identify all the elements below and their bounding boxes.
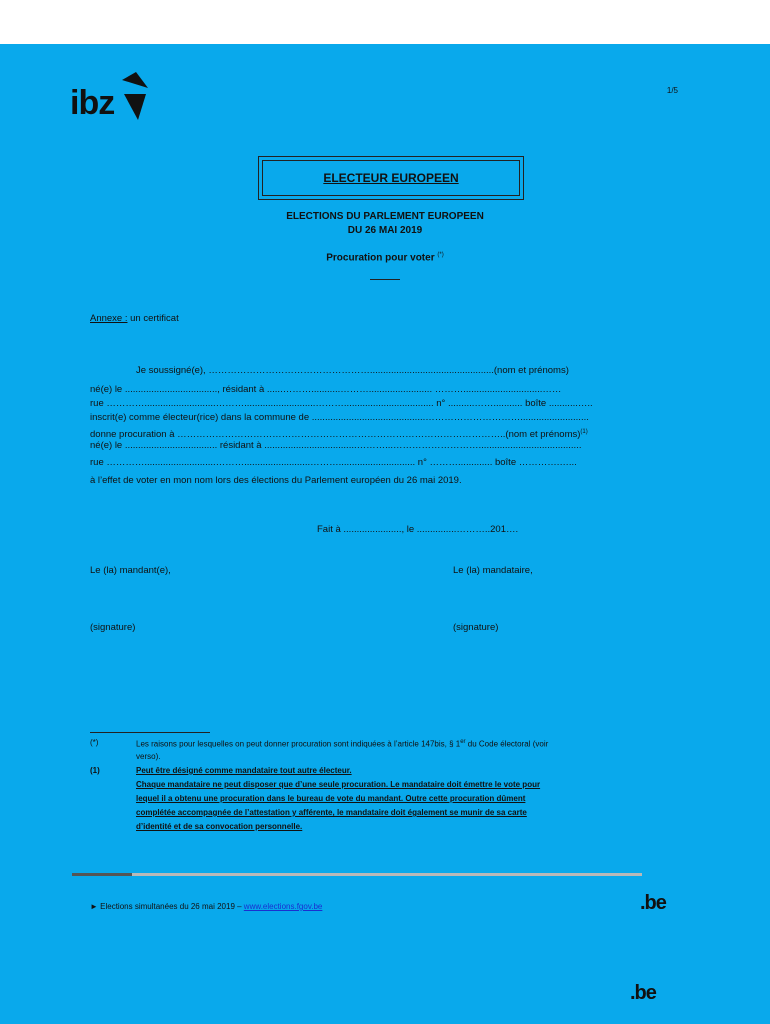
annexe-line	[90, 312, 179, 327]
footer-divider-accent	[72, 873, 132, 876]
footnote-one-line-3: lequel il a obtenu une procuration dans le bureau de vote du mandant. Outre cette procuration dûment	[136, 794, 526, 803]
footnote-one-line-4: complétée accompagnée de l’attestation y afférente, le mandataire doit également se munir de sa carte	[136, 808, 527, 817]
footer-line	[90, 902, 322, 911]
subtitle-line-2: DU 26 MAI 2019	[347, 225, 423, 236]
form-line-2: né(e) le ..................................., résidant à ......………...........………........................ ………..............................……	[90, 384, 562, 395]
footer-elections-link[interactable]: www.elections.fgov.be	[243, 902, 323, 911]
document-title: ELECTEUR EUROPEEN	[262, 160, 520, 196]
mandataire-signature-label: (signature)	[453, 622, 499, 633]
heading-rule	[370, 279, 400, 280]
be-logo: .be	[640, 892, 666, 914]
footnote-star-text-a: Les raisons pour lesquelles on peut donner procuration sont indiquées à l’article 147bis, § 1	[136, 739, 461, 749]
footnote-one-line-5: d’identité et de sa convocation personnelle.	[136, 822, 303, 831]
footnote-star-text	[136, 736, 646, 751]
ibz-logo-text: ibz	[70, 84, 115, 122]
footnote-star-sup: er	[460, 739, 466, 745]
mandant-signature-label: (signature)	[90, 622, 136, 633]
form-line-8: à l’effet de voter en mon nom lors des élections du Parlement européen du 26 mai 2019.	[90, 475, 462, 486]
form-line-4: inscrit(e) comme électeur(rice) dans la commune de ...........................................…………………………..........................	[90, 412, 589, 423]
fait-line: Fait à ......................, le ...............………..201….	[317, 524, 519, 535]
form-line-5-text: donne procuration à …………………………………………………………………………………………..(nom et prénoms)	[90, 429, 581, 441]
form-line-5-ref: (1)	[580, 429, 588, 435]
footer-arrow-icon: ►	[90, 902, 98, 911]
footer-text: Elections simultanées du 26 mai 2019 –	[97, 902, 244, 911]
document-page	[0, 44, 770, 1024]
footnote-star-mark: (*)	[90, 738, 99, 747]
footnote-star-text-b: du Code électoral (voir	[465, 739, 549, 749]
footnote-rule	[90, 732, 210, 733]
ibz-logo-mark-icon	[120, 72, 150, 122]
footer-divider	[72, 873, 642, 876]
annexe-label: Annexe :	[90, 313, 128, 324]
title-box	[258, 156, 524, 200]
procuration-ref: (*)	[437, 252, 444, 258]
mandant-label: Le (la) mandant(e),	[90, 565, 171, 576]
footnote-star-text-c: verso).	[136, 752, 161, 761]
procuration-label: Procuration pour voter	[326, 252, 435, 264]
form-line-3: rue …………...........................………...........................……….................................. n° ..........……........... boîte ...........…..	[90, 398, 593, 409]
footnote-one-mark: (1)	[90, 766, 100, 775]
form-line-1: Je soussigné(e), ……………………………………………...............................................(nom et prénoms)	[136, 365, 569, 376]
footnote-one-line-1: Peut être désigné comme mandataire tout autre électeur.	[136, 766, 352, 775]
subtitle-line-1: ELECTIONS DU PARLEMENT EUROPEEN	[286, 211, 484, 222]
be-logo-bottom: .be	[630, 982, 656, 1004]
procuration-heading	[0, 252, 770, 263]
page-number: 1/5	[666, 86, 678, 95]
form-line-6: né(e) le ................................... résidant à ...................................………...……………………….......................................	[90, 440, 582, 451]
mandataire-label: Le (la) mandataire,	[453, 565, 533, 576]
form-line-7: rue …………...........................……….........................………............................. n° ………............. boîte ………….…...	[90, 457, 577, 468]
annexe-text: un certificat	[127, 313, 179, 324]
ibz-logo	[70, 72, 150, 126]
footnote-one-line-2: Chaque mandataire ne peut disposer que d’une seule procuration. Le mandataire doit émettre le vote pour	[136, 780, 541, 789]
